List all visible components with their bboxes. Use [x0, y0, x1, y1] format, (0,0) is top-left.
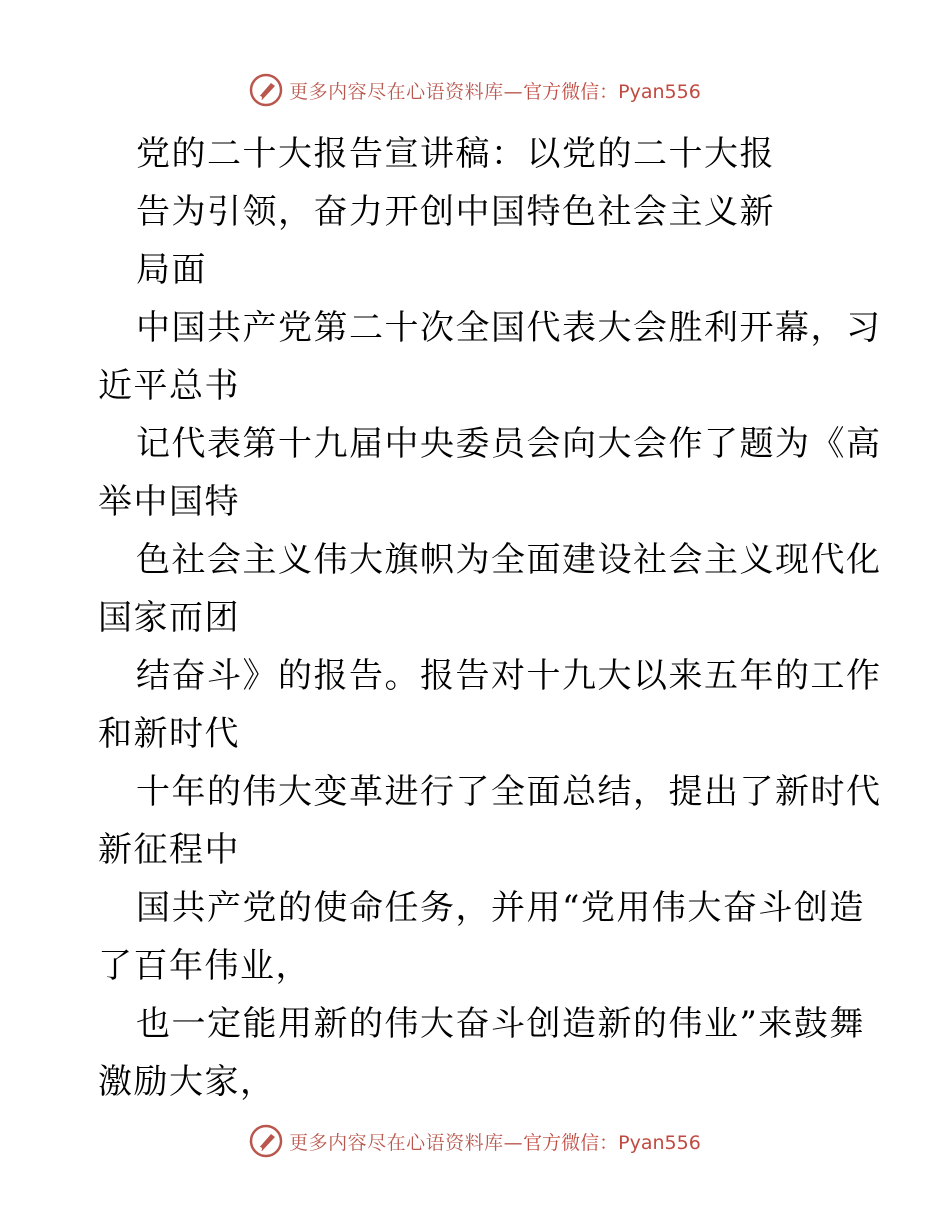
document-body	[98, 125, 882, 1111]
body-line: 激励大家，	[98, 1062, 276, 1102]
body-line: 中国共产党第二十次全国代表大会胜利开幕，习	[136, 308, 882, 348]
banner-text: 更多内容尽在心语资料库—	[289, 80, 524, 103]
title-line-2: 告为引领，奋力开创中国特色社会主义新	[136, 192, 775, 232]
body-line: 记代表第十九届中央委员会向大会作了题为《高	[136, 424, 882, 464]
pen-logo-icon	[249, 73, 283, 107]
title-line-3: 局面	[136, 250, 207, 290]
header-watermark-banner	[0, 70, 950, 110]
body-line: 国家而团	[98, 598, 240, 638]
pen-logo-icon	[249, 1124, 283, 1158]
banner-text: 更多内容尽在心语资料库—	[289, 1131, 524, 1154]
body-line: 国共产党的使命任务，并用“党用伟大奋斗创造	[136, 888, 865, 928]
body-line: 新征程中	[98, 830, 240, 870]
body-line: 近平总书	[98, 366, 240, 406]
banner-wechat: 官方微信：Pyan556	[523, 80, 701, 103]
body-line: 和新时代	[98, 714, 240, 754]
body-line: 色社会主义伟大旗帜为全面建设社会主义现代化	[136, 540, 882, 580]
title-line-1: 党的二十大报告宣讲稿：以党的二十大报	[136, 134, 775, 174]
body-line: 举中国特	[98, 482, 240, 522]
body-line: 结奋斗》的报告。报告对十九大以来五年的工作	[136, 656, 882, 696]
body-line: 十年的伟大变革进行了全面总结，提出了新时代	[136, 772, 882, 812]
footer-watermark-banner	[0, 1121, 950, 1161]
body-line: 也一定能用新的伟大奋斗创造新的伟业”来鼓舞	[136, 1004, 865, 1044]
body-line: 了百年伟业，	[98, 946, 311, 986]
banner-wechat: 官方微信：Pyan556	[523, 1131, 701, 1154]
